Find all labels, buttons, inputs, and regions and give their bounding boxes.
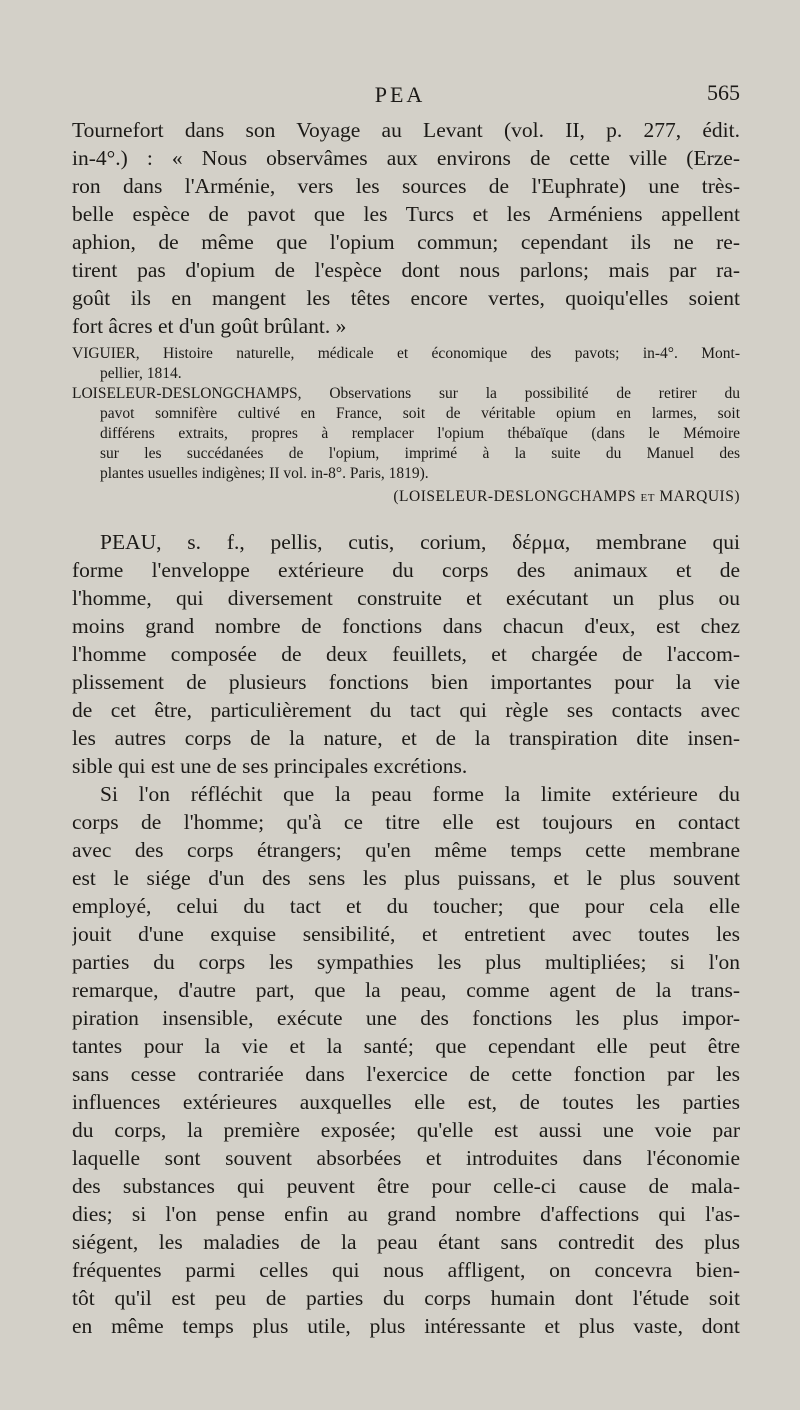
text-line: de cet être, particulièrement du tact qui règle ses contacts avec [72,698,740,722]
bibliography-line: VIGUIER, Histoire naturelle, médicale et économique des pavots; in-4°. Mont- [72,345,740,362]
text-line: PEAU, s. f., pellis, cutis, corium, δέρμα, membrane qui [100,530,740,554]
text-line: corps de l'homme; qu'à ce titre elle est toujours en contact [72,810,740,834]
text-line: forme l'enveloppe extérieure du corps des animaux et de [72,558,740,582]
text-line: Si l'on réfléchit que la peau forme la limite extérieure du [100,782,740,806]
text-line: avec des corps étrangers; qu'en même temps cette membrane [72,838,740,862]
bibliography-line: LOISELEUR-DESLONGCHAMPS, Observations sur la possibilité de retirer du [72,385,740,402]
text-line: du corps, la première exposée; qu'elle est aussi une voie par [72,1118,740,1142]
text-line: jouit d'une exquise sensibilité, et entretient avec toutes les [72,922,740,946]
text-line: fréquentes parmi celles qui nous affligent, on concevra bien- [72,1258,740,1282]
text-line: moins grand nombre de fonctions dans chacun d'eux, est chez [72,614,740,638]
text-line: piration insensible, exécute une des fonctions les plus impor- [72,1006,740,1030]
text-line: l'homme composée de deux feuillets, et chargée de l'accom- [72,642,740,666]
text-line: parties du corps les sympathies les plus multipliées; si l'on [72,950,740,974]
author-attribution: (LOISELEUR-DESLONGCHAMPS et MARQUIS) [393,488,740,505]
page-number: 565 [707,80,740,105]
text-line: siégent, les maladies de la peau étant sans contredit des plus [72,1230,740,1254]
text-line: aphion, de même que l'opium commun; cependant ils ne re- [72,230,740,254]
text-line: est le siége d'un des sens les plus puissans, et le plus souvent [72,866,740,890]
bibliography-line: sur les succédanées de l'opium, imprimé à la suite du Manuel des [100,445,740,462]
text-line: plissement de plusieurs fonctions bien importantes pour la vie [72,670,740,694]
text-line: les autres corps de la nature, et de la transpiration dite insen- [72,726,740,750]
text-line: tirent pas d'opium de l'espèce dont nous parlons; mais par ra- [72,258,740,282]
text-line: l'homme, qui diversement construite et exécutant un plus ou [72,586,740,610]
text-line: tôt qu'il est peu de parties du corps humain dont l'étude soit [72,1286,740,1310]
text-line: dies; si l'on pense enfin au grand nombre d'affections qui l'as- [72,1202,740,1226]
text-line: remarque, d'autre part, que la peau, comme agent de la trans- [72,978,740,1002]
text-line: fort âcres et d'un goût brûlant. » [72,314,347,338]
text-line: influences extérieures auxquelles elle est, de toutes les parties [72,1090,740,1114]
text-line: employé, celui du tact et du toucher; que pour cela elle [72,894,740,918]
text-line: sans cesse contrariée dans l'exercice de cette fonction par les [72,1062,740,1086]
bibliography-line: pellier, 1814. [100,365,182,382]
text-line: en même temps plus utile, plus intéressante et plus vaste, dont [72,1314,740,1338]
bibliography-line: différens extraits, propres à remplacer l'opium thébaïque (dans le Mémoire [100,425,740,442]
text-line: belle espèce de pavot que les Turcs et les Arméniens appellent [72,202,740,226]
bibliography-line: pavot somnifère cultivé en France, soit de véritable opium en larmes, soit [100,405,740,422]
text-line: goût ils en mangent les têtes encore vertes, quoiqu'elles soient [72,286,740,310]
text-line: ron dans l'Arménie, vers les sources de l'Euphrate) une très- [72,174,740,198]
running-head: PEA [374,82,426,107]
text-line: laquelle sont souvent absorbées et introduites dans l'économie [72,1146,740,1170]
text-line: sible qui est une de ses principales excrétions. [72,754,468,778]
bibliography-line: plantes usuelles indigènes; II vol. in-8°. Paris, 1819). [100,465,429,482]
text-line: in-4°.) : « Nous observâmes aux environs de cette ville (Erze- [72,146,740,170]
text-line: Tournefort dans son Voyage au Levant (vol. II, p. 277, édit. [72,118,740,142]
text-line: tantes pour la vie et la santé; que cependant elle peut être [72,1034,740,1058]
text-line: des substances qui peuvent être pour celle-ci cause de mala- [72,1174,740,1198]
